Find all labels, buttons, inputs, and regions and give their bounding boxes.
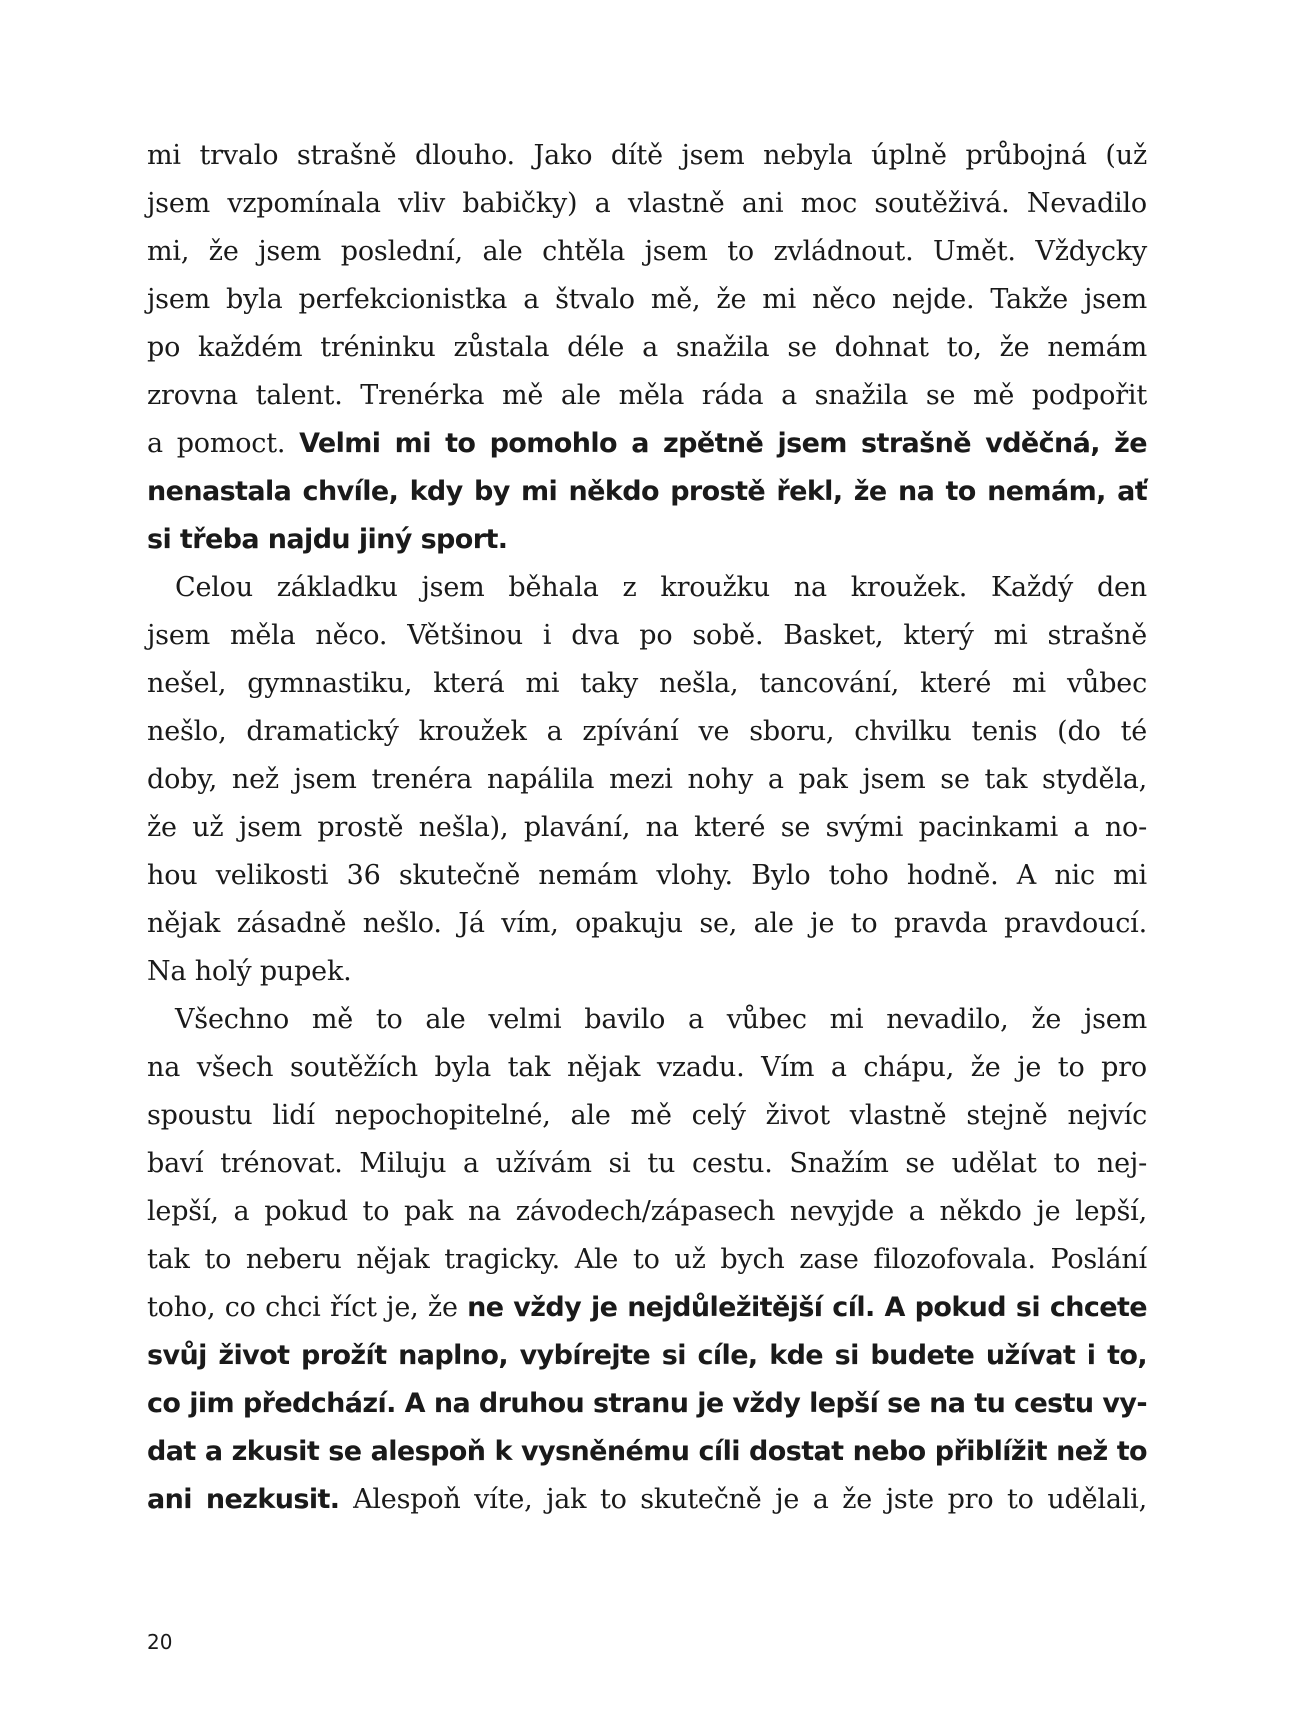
text-line — [147, 276, 1147, 324]
text-run: mi, že jsem poslední, ale chtěla jsem to zvládnout. Umět. Vždycky — [147, 236, 1147, 267]
text-line — [147, 1092, 1147, 1140]
body-text — [147, 132, 1147, 1524]
text-run: že už jsem prostě nešla), plavání, na které se svými pacinkami a no- — [147, 812, 1147, 843]
text-run: baví trénovat. Miluju a užívám si tu cestu. Snažím se udělat to nej- — [147, 1148, 1147, 1179]
text-line — [147, 1476, 1147, 1524]
bold-text: co jim předchází. A na druhou stranu je vždy lepší se na tu cestu vy- — [147, 1388, 1147, 1419]
text-line — [147, 180, 1147, 228]
text-line — [147, 1188, 1147, 1236]
text-run: na všech soutěžích byla tak nějak vzadu. Vím a chápu, že je to pro — [147, 1052, 1147, 1083]
text-run: zrovna talent. Trenérka mě ale měla ráda a snažila se mě podpořit — [147, 380, 1147, 411]
text-run: doby, než jsem trenéra napálila mezi nohy a pak jsem se tak styděla, — [147, 764, 1147, 795]
text-run: tak to neberu nějak tragicky. Ale to už bych zase filozofovala. Poslání — [147, 1244, 1147, 1275]
bold-text: ne vždy je nejdůležitější cíl. A pokud si chcete — [467, 1292, 1147, 1323]
text-line — [147, 420, 1147, 468]
text-line — [147, 804, 1147, 852]
text-run: jsem vzpomínala vliv babičky) a vlastně ani moc soutěživá. Nevadilo — [147, 188, 1147, 219]
text-run: a pomoct. — [147, 428, 300, 459]
text-line — [147, 372, 1147, 420]
text-line — [147, 900, 1147, 948]
text-line — [147, 1044, 1147, 1092]
text-line — [147, 228, 1147, 276]
text-run: Na holý pupek. — [147, 956, 352, 987]
paragraph — [147, 132, 1147, 564]
text-run: mi trvalo strašně dlouho. Jako dítě jsem nebyla úplně průbojná (už — [147, 140, 1147, 171]
text-run: Alespoň víte, jak to skutečně je a že jste pro to udělali, — [339, 1484, 1147, 1515]
text-line — [147, 1380, 1147, 1428]
text-run: Celou základku jsem běhala z kroužku na kroužek. Každý den — [175, 572, 1147, 603]
text-line — [147, 852, 1147, 900]
text-line — [147, 324, 1147, 372]
text-run: jsem byla perfekcionistka a štvalo mě, že mi něco nejde. Takže jsem — [147, 284, 1147, 315]
text-line — [147, 948, 1147, 996]
bold-text: si třeba najdu jiný sport. — [147, 524, 508, 555]
text-line — [147, 564, 1147, 612]
text-line — [147, 1332, 1147, 1380]
paragraph — [147, 996, 1147, 1524]
text-line — [147, 1140, 1147, 1188]
text-line — [147, 1236, 1147, 1284]
bold-text: Velmi mi to pomohlo a zpětně jsem strašně vděčná, že — [299, 428, 1148, 459]
text-run: nějak zásadně nešlo. Já vím, opakuju se, ale je to pravda pravdoucí. — [147, 908, 1147, 939]
text-line — [147, 612, 1147, 660]
text-run: nešel, gymnastiku, která mi taky nešla, tancování, které mi vůbec — [147, 668, 1147, 699]
text-line — [147, 1428, 1147, 1476]
text-line — [147, 1284, 1147, 1332]
text-line — [147, 660, 1147, 708]
text-line — [147, 756, 1147, 804]
paragraph — [147, 564, 1147, 996]
bold-text: svůj život prožít naplno, vybírejte si cíle, kde si budete užívat i to, — [147, 1340, 1147, 1371]
text-line — [147, 516, 1147, 564]
text-run: spoustu lidí nepochopitelné, ale mě celý život vlastně stejně nejvíc — [147, 1100, 1147, 1131]
text-run: po každém tréninku zůstala déle a snažila se dohnat to, že nemám — [147, 332, 1147, 363]
text-run: Všechno mě to ale velmi bavilo a vůbec mi nevadilo, že jsem — [175, 1004, 1147, 1035]
bold-text: dat a zkusit se alespoň k vysněnému cíli dostat nebo přiblížit než to — [147, 1436, 1147, 1467]
page-number: 20 — [147, 1630, 173, 1654]
bold-text: ani nezkusit. — [147, 1484, 340, 1515]
text-line — [147, 468, 1147, 516]
bold-text: nenastala chvíle, kdy by mi někdo prostě řekl, že na to nemám, ať — [147, 476, 1147, 507]
text-line — [147, 132, 1147, 180]
text-run: toho, co chci říct je, že — [147, 1292, 468, 1323]
text-run: hou velikosti 36 skutečně nemám vlohy. Bylo toho hodně. A nic mi — [147, 860, 1147, 891]
text-line — [147, 996, 1147, 1044]
text-line — [147, 708, 1147, 756]
text-run: lepší, a pokud to pak na závodech/zápasech nevyjde a někdo je lepší, — [147, 1196, 1147, 1227]
text-run: jsem měla něco. Většinou i dva po sobě. Basket, který mi strašně — [147, 620, 1147, 651]
text-run: nešlo, dramatický kroužek a zpívání ve sboru, chvilku tenis (do té — [147, 716, 1147, 747]
